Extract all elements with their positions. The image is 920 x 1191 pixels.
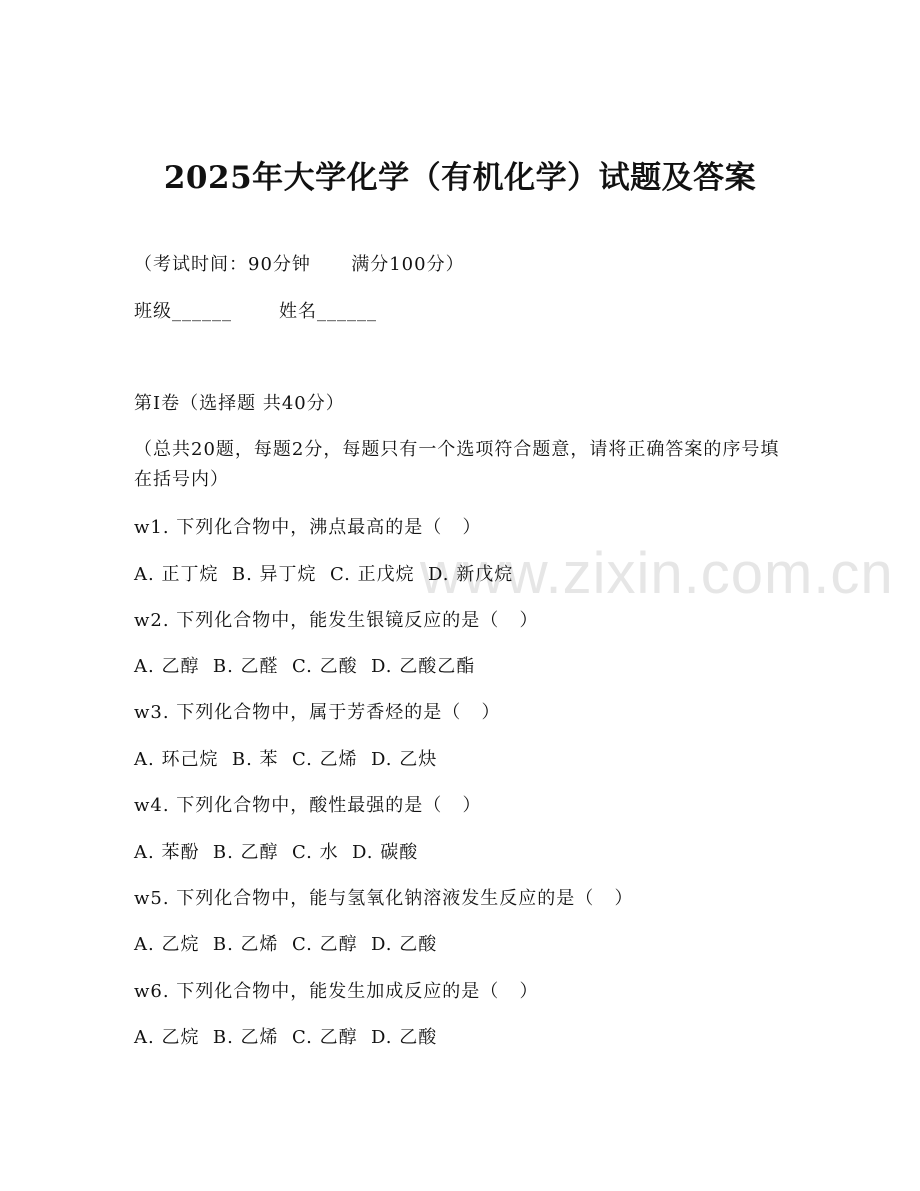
- document-title: 2025年大学化学（有机化学）试题及答案: [163, 160, 757, 196]
- exam-info: （考试时间：90分钟 满分100分）: [134, 254, 465, 275]
- question-options: A. 乙醇 B. 乙醛 C. 乙酸 D. 乙酸乙酯: [134, 656, 476, 677]
- section-title: 第I卷（选择题 共40分）: [134, 393, 345, 414]
- question-stem: w3. 下列化合物中，属于芳香烃的是（ ）: [134, 702, 501, 723]
- watermark: www.zixin.com.cn: [420, 541, 894, 606]
- question-options: A. 环己烷 B. 苯 C. 乙烯 D. 乙炔: [134, 749, 438, 770]
- question-options: A. 正丁烷 B. 异丁烷 C. 正戊烷 D. 新戊烷: [134, 564, 514, 585]
- section-note: （总共20题，每题2分，每题只有一个选项符合题意，请将正确答案的序号填在括号内）: [134, 439, 780, 490]
- class-name-line: 班级______ 姓名______: [134, 301, 378, 322]
- question-options: A. 苯酚 B. 乙醇 C. 水 D. 碳酸: [134, 842, 419, 863]
- question-options: A. 乙烷 B. 乙烯 C. 乙醇 D. 乙酸: [134, 934, 438, 955]
- question-options: A. 乙烷 B. 乙烯 C. 乙醇 D. 乙酸: [134, 1027, 438, 1048]
- question-stem: w5. 下列化合物中，能与氢氧化钠溶液发生反应的是（ ）: [134, 888, 634, 909]
- question-stem: w2. 下列化合物中，能发生银镜反应的是（ ）: [134, 610, 539, 631]
- question-stem: w6. 下列化合物中，能发生加成反应的是（ ）: [134, 981, 539, 1002]
- question-stem: w4. 下列化合物中，酸性最强的是（ ）: [134, 795, 482, 816]
- question-stem: w1. 下列化合物中，沸点最高的是（ ）: [134, 517, 482, 538]
